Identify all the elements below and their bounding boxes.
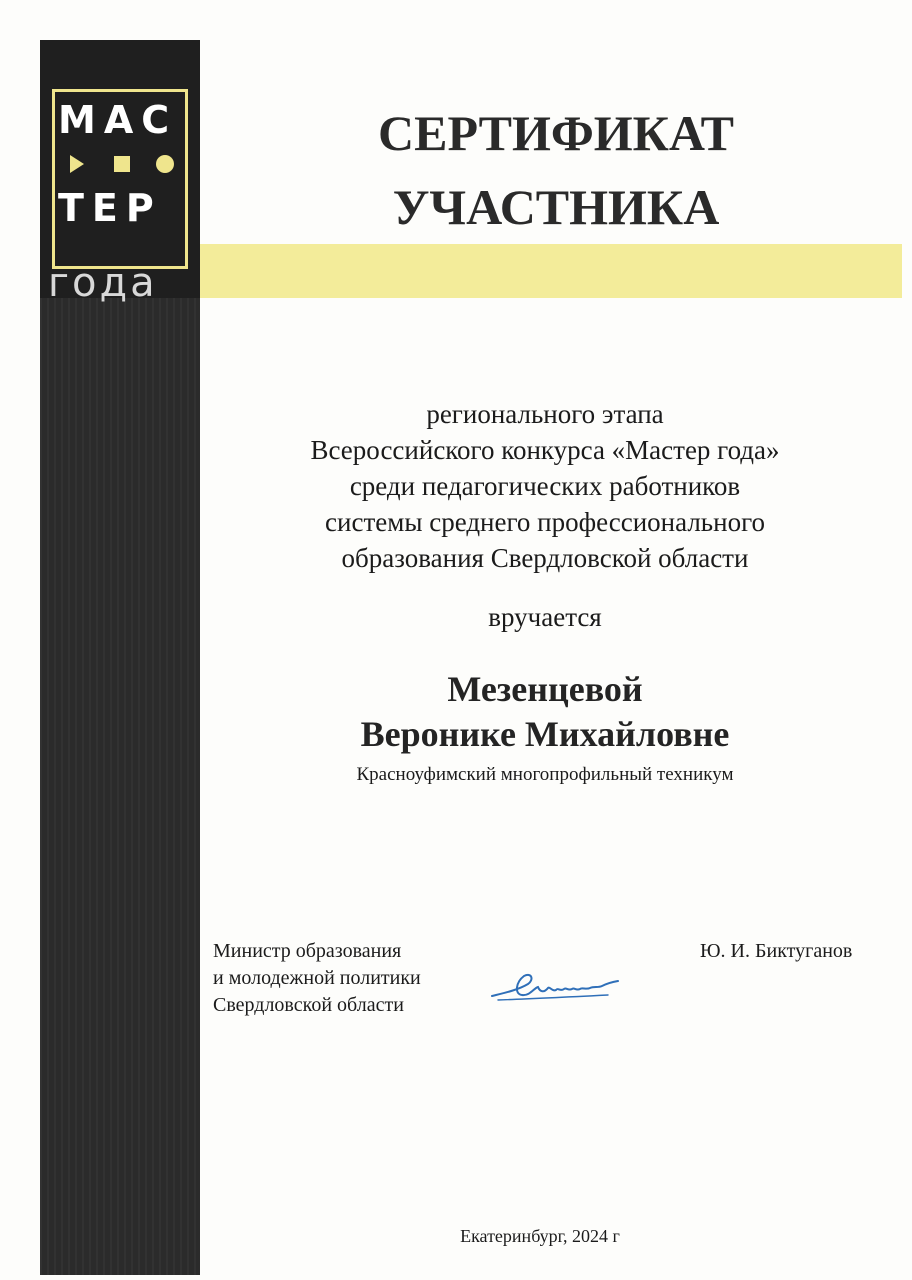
triangle-icon xyxy=(70,155,84,173)
signatory-title-line: Министр образования xyxy=(213,940,402,962)
recipient-organization: Красноуфимский многопрофильный техникум xyxy=(356,764,734,785)
logo-shapes xyxy=(70,152,180,176)
title-line-2: УЧАСТНИКА xyxy=(392,179,720,235)
square-icon xyxy=(114,156,130,172)
event-line: Всероссийского конкурса «Мастер года» xyxy=(310,435,780,465)
logo-text-middle: ТЕР xyxy=(58,186,162,230)
handwritten-signature xyxy=(488,960,626,1006)
signatory-name: Ю. И. Биктуганов xyxy=(700,940,853,962)
certificate-title xyxy=(200,96,912,244)
event-line: системы среднего профессионального xyxy=(325,507,765,537)
event-line: среди педагогических работников xyxy=(349,471,741,501)
circle-icon xyxy=(156,155,174,173)
awarded-text: вручается xyxy=(488,602,602,632)
signatory-title-line: и молодежной политики xyxy=(213,967,421,989)
logo-subtitle: года xyxy=(48,260,158,306)
title-line-1: СЕРТИФИКАТ xyxy=(377,105,734,161)
event-description xyxy=(200,396,890,576)
decorative-yellow-band xyxy=(200,244,902,298)
logo-text-top: МАС xyxy=(58,98,178,142)
event-line: регионального этапа xyxy=(426,399,664,429)
recipient-surname: Мезенцевой xyxy=(447,669,643,709)
signatory-title-line: Свердловской области xyxy=(213,994,404,1016)
signatory-title xyxy=(213,938,473,1019)
master-goda-logo xyxy=(40,40,200,306)
recipient-name xyxy=(200,667,890,757)
recipient-given-names: Веронике Михайловне xyxy=(360,714,730,754)
event-line: образования Свердловской области xyxy=(341,543,749,573)
city-and-year: Екатеринбург, 2024 г xyxy=(460,1226,620,1246)
